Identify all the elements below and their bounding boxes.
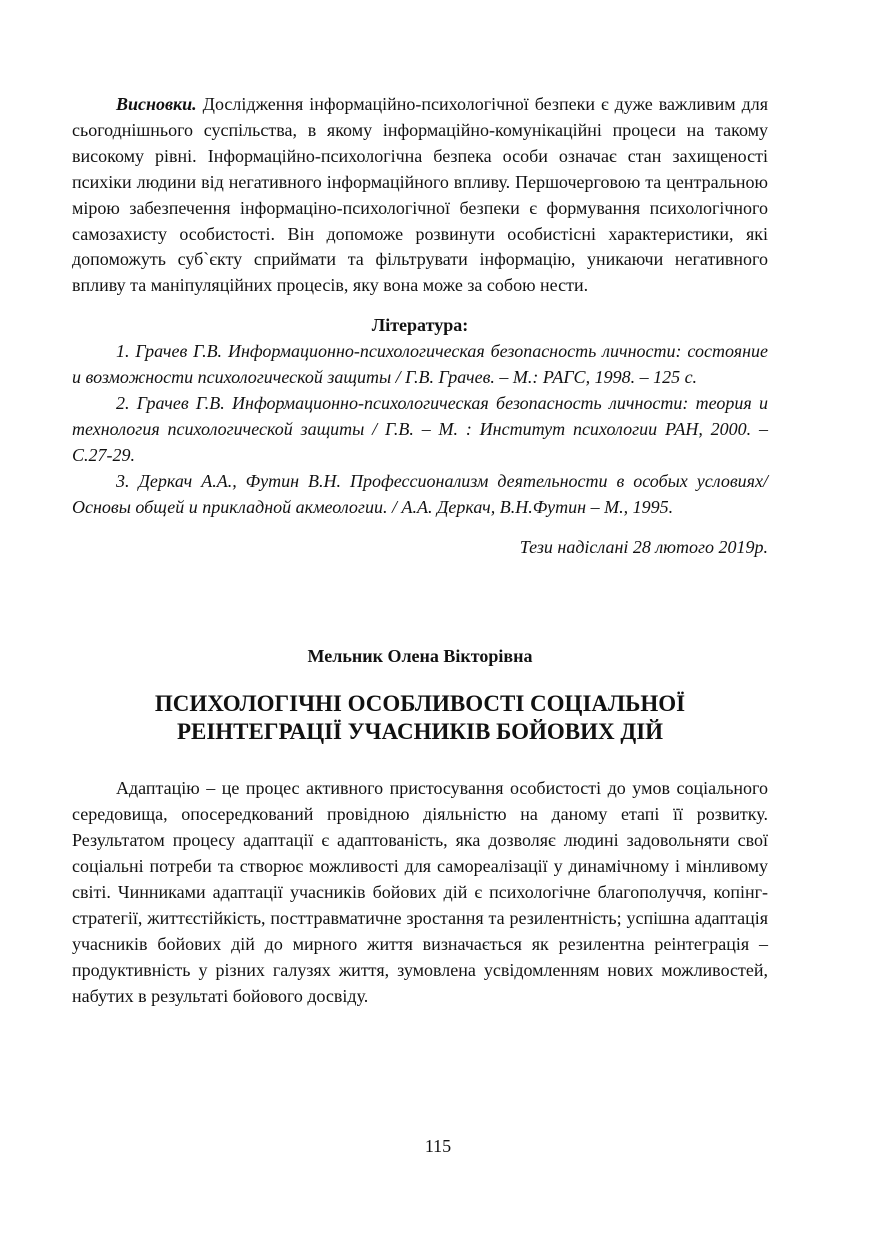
literature-item: 3. Деркач А.А., Футин В.Н. Профессионализм деятельности в особых условиях/Основы общей и прикладной акмеологии. / А.А. Деркач, В.Н.Футин – М., 1995. <box>72 470 768 517</box>
conclusions-paragraph <box>72 92 768 299</box>
literature-item: 2. Грачев Г.В. Информационно-психологическая безопасность личности: теория и технология психологической защиты / Г.В. – М. : Институт психологии РАН, 2000. – С.27-29. <box>72 392 768 465</box>
article-title: ПСИХОЛОГІЧНІ ОСОБЛИВОСТІ СОЦІАЛЬНОЇ РЕІНТЕГРАЦІЇ УЧАСНИКІВ БОЙОВИХ ДІЙ <box>154 691 686 745</box>
literature-heading: Література: <box>371 315 469 336</box>
conclusions-lead: Висновки. <box>116 94 197 114</box>
page-number: 115 <box>424 1136 452 1156</box>
document-page <box>72 92 768 1009</box>
literature-list <box>72 339 768 520</box>
article-author: Мельник Олена Вікторівна <box>307 646 533 667</box>
literature-item: 1. Грачев Г.В. Информационно-психологическая безопасность личности: состояние и возможности психологической защиты / Г.В. Грачев. – М.: РАГС, 1998. – 125 с. <box>72 341 768 388</box>
article-body-paragraph: Адаптацію – це процес активного пристосування особистості до умов соціального середовища, опосередкований провідною діяльністю на даному етапі її розвитку. Результатом процесу адаптації є адаптованість, яка дозволяє людині задовольняти свої соціальні потреби та створює можливості для самореалізації у динамічному і мінливому світі. Чинниками адаптації учасників бойових дій є психологічне благополуччя, копінг-стратегії, життєстійкість, посттравматичне зростання та резилентність; успішна адаптація учасників бойових дій до мирного життя визначається як резилентна реінтеграція – продуктивність у різних галузях життя, зумовлена усвідомленням нових можливостей, набутих в результаті бойового досвіду. <box>72 778 768 1006</box>
conclusions-text: Дослідження інформаційно-психологічної безпеки є дуже важливим для сьогоднішнього суспільства, в якому інформаційно-комунікаційні процеси на такому високому рівні. Інформаційно-психологічна безпека особи означає стан захищеності психіки людини від негативного інформаційного впливу. Першочерговою та центральною мірою забезпечення інформаціно-психологічної безпеки є формування психологічного самозахисту особистості. Він допоможе розвинути особистісні характеристики, які допоможуть суб`єкту сприймати та фільтрувати інформацію, уникаючи негативного впливу та маніпуляційних процесів, яку вона може за собою нести. <box>72 94 768 296</box>
received-note: Тези надіслані 28 лютого 2019р. <box>519 536 768 557</box>
